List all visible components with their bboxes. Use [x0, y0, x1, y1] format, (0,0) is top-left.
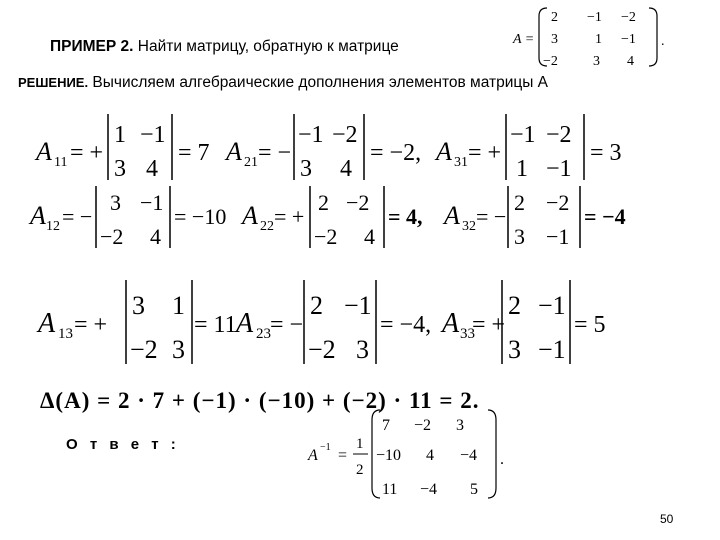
det-cell: −1	[538, 335, 566, 364]
matrix-a-end: .	[661, 34, 665, 49]
det-cell: 2	[514, 190, 525, 215]
answer-cell: −4	[460, 447, 478, 464]
cofactor-result: = 3	[590, 140, 622, 166]
det-cell: 4	[150, 224, 161, 249]
cofactor-sub: 12	[46, 219, 60, 234]
cofactor-sign: = −	[270, 312, 304, 338]
det-cell: −2	[546, 190, 570, 215]
cofactor-a11	[34, 114, 210, 182]
det-cell: −2	[546, 122, 572, 148]
solution-label: РЕШЕНИЕ.	[18, 75, 89, 90]
cofactor-name: A	[30, 201, 46, 230]
det-cell: 2	[508, 291, 521, 320]
cofactor-sub: 11	[54, 155, 68, 170]
cofactor-name: A	[436, 137, 452, 166]
det-cell: −2	[332, 122, 358, 148]
answer-lhs-base: A	[308, 447, 318, 464]
matrix-a-cell: 1	[595, 32, 602, 47]
det-cell: 3	[356, 335, 369, 364]
det-cell: −1	[538, 291, 566, 320]
answer-cell: 11	[382, 481, 398, 498]
cofactor-sign: = +	[70, 140, 104, 166]
cofactor-sign: = −	[258, 140, 292, 166]
answer-equals: =	[338, 447, 348, 464]
det-cell: 3	[172, 335, 185, 364]
answer-frac-num: 1	[356, 436, 364, 452]
det-cell: 3	[514, 224, 525, 249]
cofactor-name: A	[236, 308, 254, 339]
page-number: 50	[660, 512, 674, 526]
det-cell: 3	[300, 156, 312, 182]
solution-line	[18, 74, 548, 92]
det-cell: 1	[172, 291, 185, 320]
det-cell: 3	[132, 291, 145, 320]
cofactor-sub: 33	[460, 326, 475, 342]
cofactor-name: A	[442, 308, 460, 339]
cofactor-sign: = +	[468, 140, 502, 166]
matrix-a-cell: −2	[621, 10, 636, 25]
det-cell: 3	[508, 335, 521, 364]
matrix-a-cell: −1	[587, 10, 602, 25]
answer-right-paren	[488, 410, 496, 498]
det-cell: −2	[130, 335, 158, 364]
answer-cell: 3	[456, 417, 464, 434]
answer-end: .	[500, 451, 504, 468]
det-cell: −2	[346, 190, 370, 215]
cofactor-name: A	[226, 137, 242, 166]
example-text: Найти матрицу, обратную к матрице	[137, 38, 399, 55]
answer-label: О т в е т :	[66, 436, 180, 453]
cofactor-sub: 31	[454, 155, 468, 170]
cofactor-sub: 13	[58, 326, 73, 342]
cofactor-sign: = −	[476, 204, 507, 229]
matrix-a-cell: 4	[627, 54, 634, 69]
cofactor-result: = −4	[584, 204, 626, 229]
example-label: ПРИМЕР 2.	[50, 38, 134, 55]
cofactor-a12	[28, 186, 226, 249]
matrix-a-cell: −2	[543, 54, 558, 69]
answer-cell: −2	[414, 417, 432, 434]
cofactor-sign: = +	[274, 204, 305, 229]
cofactor-sign: = +	[472, 312, 506, 338]
det-cell: 2	[310, 291, 323, 320]
answer-cell: 5	[470, 481, 478, 498]
matrix-a	[505, 2, 675, 72]
cofactor-a21	[224, 114, 421, 182]
cofactor-a13	[36, 280, 237, 364]
answer-cell: −10	[376, 447, 402, 464]
det-cell: 1	[516, 156, 528, 182]
cofactor-grid	[0, 100, 720, 380]
answer-cell: −4	[420, 481, 438, 498]
matrix-a-cell: 3	[593, 54, 600, 69]
det-cell: −1	[546, 156, 572, 182]
det-cell: −2	[308, 335, 336, 364]
cofactor-a33	[440, 280, 606, 364]
cofactor-sub: 23	[256, 326, 271, 342]
cofactor-a23	[234, 280, 431, 364]
cofactor-sub: 21	[244, 155, 258, 170]
det-cell: 1	[114, 122, 126, 148]
det-cell: 3	[110, 190, 121, 215]
det-cell: −1	[140, 122, 166, 148]
cofactor-name: A	[444, 201, 460, 230]
cofactor-result: = 4,	[388, 204, 423, 229]
cofactor-result: = −2,	[370, 140, 422, 166]
det-cell: −1	[140, 190, 164, 215]
answer-cell: 7	[382, 417, 390, 434]
det-cell: 2	[318, 190, 329, 215]
matrix-a-right-paren	[649, 8, 657, 66]
det-cell: −1	[344, 291, 372, 320]
matrix-a-cell: −1	[621, 32, 636, 47]
det-cell: 4	[340, 156, 352, 182]
matrix-a-cell: 2	[551, 10, 558, 25]
cofactor-name: A	[38, 308, 56, 339]
det-cell: −2	[100, 224, 124, 249]
answer-cell: 4	[426, 447, 434, 464]
cofactor-sign: = −	[62, 204, 93, 229]
cofactor-sub: 32	[462, 219, 476, 234]
cofactor-result: = −10	[174, 204, 227, 229]
cofactor-result: = 11	[194, 312, 237, 338]
cofactor-a22	[240, 186, 423, 249]
det-cell: 4	[146, 156, 158, 182]
cofactor-a32	[442, 186, 626, 249]
determinant-formula: Δ(A) = 2 · 7 + (−1) · (−10) + (−2) · 11 = 2.	[40, 388, 480, 413]
det-cell: 3	[114, 156, 126, 182]
answer-lhs-exp: −1	[320, 442, 331, 453]
example-title	[50, 38, 399, 56]
cofactor-result: = 5	[574, 312, 606, 338]
cofactor-result: = −4,	[380, 312, 432, 338]
cofactor-name: A	[36, 137, 52, 166]
answer-frac-den: 2	[356, 462, 364, 478]
cofactor-result: = 7	[178, 140, 210, 166]
det-cell: −1	[510, 122, 536, 148]
det-cell: −2	[314, 224, 338, 249]
cofactor-name: A	[242, 201, 258, 230]
cofactor-sign: = +	[74, 312, 108, 338]
cofactor-a31	[434, 114, 622, 182]
cofactor-sub: 22	[260, 219, 274, 234]
det-cell: 4	[364, 224, 375, 249]
det-cell: −1	[546, 224, 570, 249]
answer-expression	[300, 404, 520, 504]
solution-text: Вычисляем алгебраические дополнения элементов матрицы А	[92, 74, 549, 91]
det-cell: −1	[298, 122, 324, 148]
matrix-a-cell: 3	[551, 32, 558, 47]
matrix-a-name: A =	[513, 32, 535, 47]
